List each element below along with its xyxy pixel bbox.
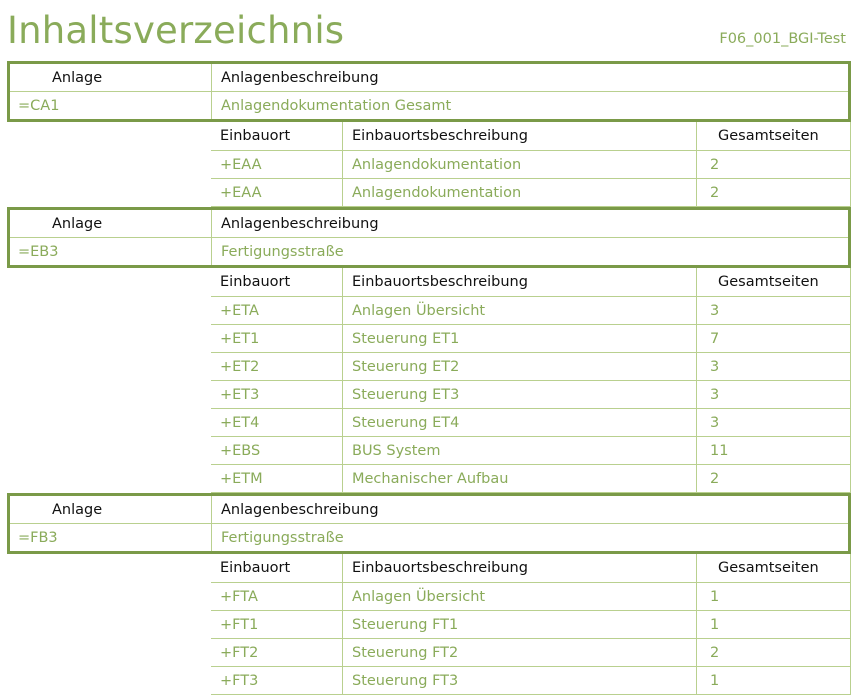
anlage-column-header: Anlage xyxy=(10,210,212,237)
table-row[interactable] xyxy=(211,437,851,465)
einbauort-description[interactable]: Anlagendokumentation xyxy=(343,179,697,206)
table-row[interactable] xyxy=(211,667,851,695)
einbauort-description[interactable]: Steuerung ET2 xyxy=(343,353,697,380)
einbauort-code[interactable]: +FT2 xyxy=(211,639,343,666)
einbauort-code[interactable]: +EAA xyxy=(211,179,343,206)
page-title: Inhaltsverzeichnis xyxy=(7,9,345,52)
einbauort-header-row xyxy=(211,554,851,583)
anlage-header-row xyxy=(10,64,848,91)
page-count: 1 xyxy=(697,583,851,610)
einbauortsbeschreibung-column-header: Einbauortsbeschreibung xyxy=(343,122,697,150)
einbauort-description[interactable]: BUS System xyxy=(343,437,697,464)
einbauort-code[interactable]: +EBS xyxy=(211,437,343,464)
einbauort-code[interactable]: +ETM xyxy=(211,465,343,492)
table-row[interactable] xyxy=(211,409,851,437)
document-id: F06_001_BGI-Test xyxy=(719,31,846,47)
anlagenbeschreibung-column-header: Anlagenbeschreibung xyxy=(221,69,379,86)
einbauort-column-header: Einbauort xyxy=(211,554,343,582)
anlage-row[interactable] xyxy=(10,237,848,265)
anlage-box xyxy=(7,493,851,554)
table-row[interactable] xyxy=(211,353,851,381)
einbauort-header-row xyxy=(211,122,851,151)
gesamtseiten-column-header: Gesamtseiten xyxy=(697,268,851,296)
gesamtseiten-column-header: Gesamtseiten xyxy=(697,554,851,582)
einbauort-table xyxy=(211,268,851,493)
einbauort-column-header: Einbauort xyxy=(211,268,343,296)
table-row[interactable] xyxy=(211,325,851,353)
table-row[interactable] xyxy=(211,639,851,667)
einbauort-code[interactable]: +ET1 xyxy=(211,325,343,352)
page-count: 7 xyxy=(697,325,851,352)
einbauort-table xyxy=(211,554,851,695)
gesamtseiten-column-header: Gesamtseiten xyxy=(697,122,851,150)
einbauort-description[interactable]: Mechanischer Aufbau xyxy=(343,465,697,492)
einbauort-code[interactable]: +FT3 xyxy=(211,667,343,694)
anlage-header-row xyxy=(10,496,848,523)
einbauort-description[interactable]: Anlagendokumentation xyxy=(343,151,697,178)
page-count: 3 xyxy=(697,381,851,408)
anlage-column-header: Anlage xyxy=(10,496,212,523)
anlage-code[interactable]: =FB3 xyxy=(10,524,212,551)
einbauort-description[interactable]: Anlagen Übersicht xyxy=(343,297,697,324)
page-count: 3 xyxy=(697,353,851,380)
anlage-description[interactable]: Fertigungsstraße xyxy=(221,243,344,260)
anlagenbeschreibung-column-header: Anlagenbeschreibung xyxy=(221,501,379,518)
table-row[interactable] xyxy=(211,465,851,493)
table-row[interactable] xyxy=(211,297,851,325)
einbauort-description[interactable]: Steuerung ET4 xyxy=(343,409,697,436)
einbauortsbeschreibung-column-header: Einbauortsbeschreibung xyxy=(343,268,697,296)
anlage-description[interactable]: Anlagendokumentation Gesamt xyxy=(221,97,452,114)
einbauort-description[interactable]: Anlagen Übersicht xyxy=(343,583,697,610)
anlage-header-row xyxy=(10,210,848,237)
anlage-box xyxy=(7,61,851,122)
einbauort-description[interactable]: Steuerung ET3 xyxy=(343,381,697,408)
einbauort-code[interactable]: +ET2 xyxy=(211,353,343,380)
anlage-code[interactable]: =CA1 xyxy=(10,92,212,119)
einbauort-description[interactable]: Steuerung FT2 xyxy=(343,639,697,666)
einbauort-description[interactable]: Steuerung ET1 xyxy=(343,325,697,352)
anlagenbeschreibung-column-header: Anlagenbeschreibung xyxy=(221,215,379,232)
table-row[interactable] xyxy=(211,611,851,639)
einbauort-header-row xyxy=(211,268,851,297)
einbauort-code[interactable]: +FTA xyxy=(211,583,343,610)
page-count: 2 xyxy=(697,151,851,178)
einbauort-column-header: Einbauort xyxy=(211,122,343,150)
einbauort-description[interactable]: Steuerung FT3 xyxy=(343,667,697,694)
table-row[interactable] xyxy=(211,381,851,409)
page-count: 2 xyxy=(697,179,851,206)
page-count: 3 xyxy=(697,409,851,436)
table-row[interactable] xyxy=(211,179,851,207)
einbauortsbeschreibung-column-header: Einbauortsbeschreibung xyxy=(343,554,697,582)
page-count: 2 xyxy=(697,639,851,666)
anlage-code[interactable]: =EB3 xyxy=(10,238,212,265)
page-count: 1 xyxy=(697,667,851,694)
einbauort-code[interactable]: +EAA xyxy=(211,151,343,178)
page-count: 1 xyxy=(697,611,851,638)
einbauort-description[interactable]: Steuerung FT1 xyxy=(343,611,697,638)
einbauort-code[interactable]: +ETA xyxy=(211,297,343,324)
einbauort-code[interactable]: +ET3 xyxy=(211,381,343,408)
einbauort-code[interactable]: +ET4 xyxy=(211,409,343,436)
anlage-description[interactable]: Fertigungsstraße xyxy=(221,529,344,546)
page-count: 2 xyxy=(697,465,851,492)
anlage-box xyxy=(7,207,851,268)
anlage-row[interactable] xyxy=(10,523,848,551)
einbauort-code[interactable]: +FT1 xyxy=(211,611,343,638)
anlage-column-header: Anlage xyxy=(10,64,212,91)
page-count: 11 xyxy=(697,437,851,464)
einbauort-table xyxy=(211,122,851,207)
page-count: 3 xyxy=(697,297,851,324)
anlage-row[interactable] xyxy=(10,91,848,119)
table-row[interactable] xyxy=(211,583,851,611)
table-row[interactable] xyxy=(211,151,851,179)
table-of-contents xyxy=(7,61,851,695)
